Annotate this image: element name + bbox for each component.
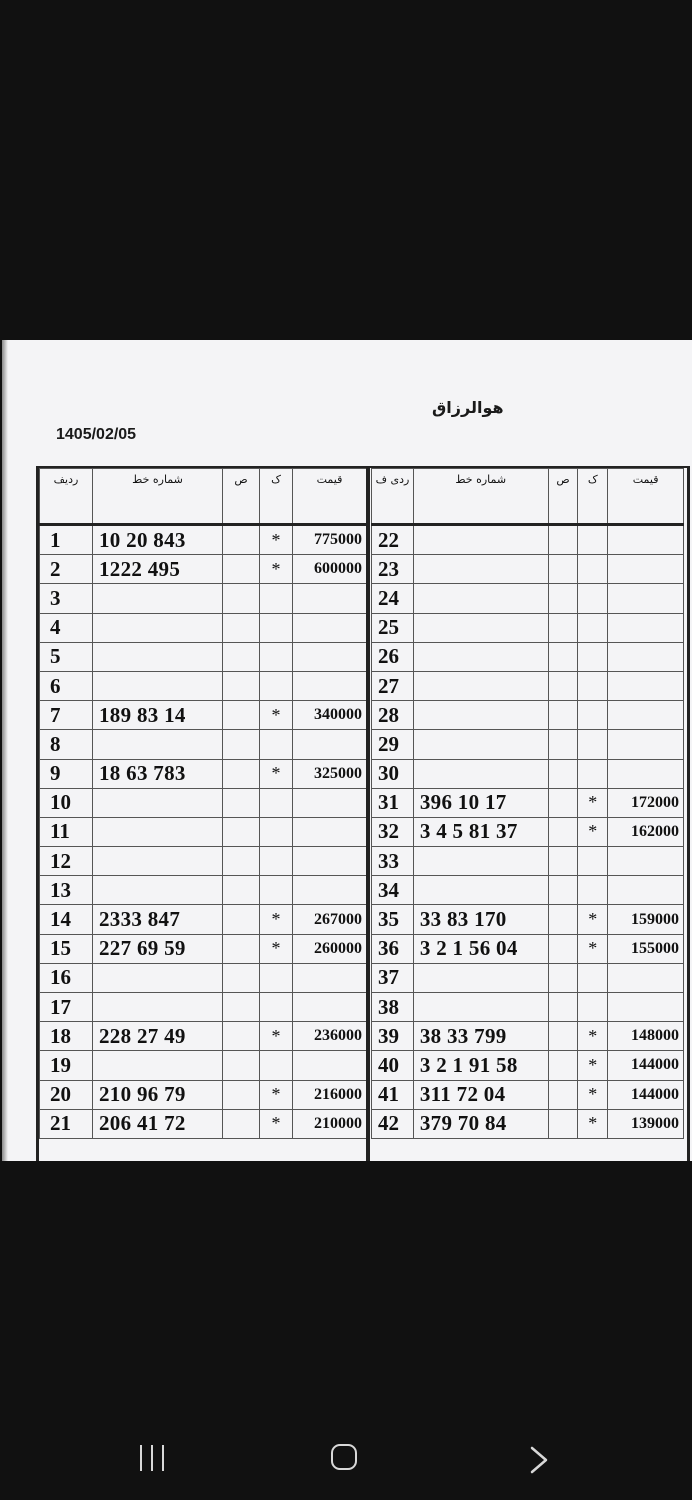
row-number-cell: 38 [372,993,414,1022]
line-number-cell: 396 10 17 [413,788,548,817]
row-number-cell: 40 [372,1051,414,1080]
s-cell [548,847,578,876]
s-cell [223,1080,260,1109]
price-cell: 775000 [293,525,367,555]
table-row [372,759,684,788]
price-cell: 210000 [293,1109,367,1138]
s-cell [548,993,578,1022]
row-number-cell: 37 [372,963,414,992]
line-number-cell: 3 2 1 91 58 [413,1051,548,1080]
price-cell [293,876,367,905]
line-number-cell [413,555,548,584]
line-number-cell [413,701,548,730]
s-cell [223,584,260,613]
k-mark-cell [260,847,293,876]
price-cell: 340000 [293,701,367,730]
col-header-line-number: شماره خط [93,469,223,525]
line-number-cell [93,788,223,817]
s-cell [223,817,260,846]
row-number-cell: 2 [40,555,93,584]
price-cell: 155000 [608,934,684,963]
row-number-cell: 5 [40,642,93,671]
table-row [40,934,367,963]
price-cell [608,555,684,584]
document-date: 1405/02/05 [56,426,137,443]
s-cell [548,555,578,584]
line-number-cell [413,876,548,905]
table-row [372,642,684,671]
row-number-cell: 42 [372,1109,414,1138]
price-cell [608,759,684,788]
table-row [40,671,367,700]
line-number-cell [93,642,223,671]
table-row [372,817,684,846]
table-row [40,963,367,992]
row-number-cell: 6 [40,671,93,700]
price-cell [608,993,684,1022]
row-number-cell: 19 [40,1051,93,1080]
system-navigation-bar [0,1420,692,1500]
k-mark-cell [578,584,608,613]
row-number-cell: 7 [40,701,93,730]
price-cell [608,525,684,555]
table-row [372,1051,684,1080]
left-table [39,468,367,1139]
s-cell [223,525,260,555]
k-mark-cell: * [260,934,293,963]
price-cell [608,671,684,700]
table-row [40,555,367,584]
price-table [36,466,690,1161]
line-number-cell: 10 20 843 [93,525,223,555]
row-number-cell: 41 [372,1080,414,1109]
table-row [372,525,684,555]
col-header-k: ک [578,469,608,525]
k-mark-cell: * [260,1022,293,1051]
price-cell: 144000 [608,1051,684,1080]
row-number-cell: 29 [372,730,414,759]
k-mark-cell [578,876,608,905]
s-cell [548,1022,578,1051]
s-cell [223,613,260,642]
s-cell [548,730,578,759]
k-mark-cell [578,759,608,788]
s-cell [223,788,260,817]
s-cell [223,701,260,730]
k-mark-cell [578,555,608,584]
row-number-cell: 28 [372,701,414,730]
table-row [40,876,367,905]
line-number-cell [93,671,223,700]
k-mark-cell: * [578,1022,608,1051]
s-cell [548,525,578,555]
k-mark-cell [260,584,293,613]
line-number-cell: 38 33 799 [413,1022,548,1051]
s-cell [548,584,578,613]
k-mark-cell: * [260,759,293,788]
table-left-half [39,468,368,1161]
price-cell: 159000 [608,905,684,934]
table-row [372,934,684,963]
row-number-cell: 36 [372,934,414,963]
price-cell: 139000 [608,1109,684,1138]
k-mark-cell [578,963,608,992]
col-header-s: ص [223,469,260,525]
line-number-cell [413,730,548,759]
price-cell [608,876,684,905]
table-row [40,584,367,613]
s-cell [223,1022,260,1051]
k-mark-cell: * [260,701,293,730]
col-header-price: قیمت [293,469,367,525]
k-mark-cell [578,525,608,555]
s-cell [223,963,260,992]
row-number-cell: 17 [40,993,93,1022]
table-row [372,847,684,876]
line-number-cell [93,730,223,759]
table-row [372,701,684,730]
k-mark-cell [260,788,293,817]
table-row [40,759,367,788]
row-number-cell: 26 [372,642,414,671]
line-number-cell [413,993,548,1022]
table-row [40,525,367,555]
k-mark-cell [578,671,608,700]
line-number-cell: 227 69 59 [93,934,223,963]
scanned-document[interactable] [2,340,692,1161]
table-row [372,671,684,700]
row-number-cell: 34 [372,876,414,905]
k-mark-cell [578,642,608,671]
line-number-cell: 3 4 5 81 37 [413,817,548,846]
table-row [372,1022,684,1051]
price-cell: 144000 [608,1080,684,1109]
k-mark-cell: * [260,525,293,555]
price-cell [293,788,367,817]
k-mark-cell [260,993,293,1022]
price-cell: 325000 [293,759,367,788]
s-cell [223,759,260,788]
k-mark-cell [260,817,293,846]
row-number-cell: 1 [40,525,93,555]
row-number-cell: 15 [40,934,93,963]
line-number-cell [93,613,223,642]
row-number-cell: 21 [40,1109,93,1138]
s-cell [548,963,578,992]
k-mark-cell [578,993,608,1022]
table-row [372,993,684,1022]
col-header-radif-wrapped: ردی ف [372,469,414,525]
row-number-cell: 27 [372,671,414,700]
recent-apps-icon[interactable] [138,1445,166,1471]
s-cell [548,788,578,817]
col-header-line-number: شماره خط [413,469,548,525]
line-number-cell: 210 96 79 [93,1080,223,1109]
line-number-cell: 18 63 783 [93,759,223,788]
table-row [40,905,367,934]
price-cell [608,730,684,759]
price-cell: 216000 [293,1080,367,1109]
price-cell: 600000 [293,555,367,584]
k-mark-cell: * [260,555,293,584]
row-number-cell: 20 [40,1080,93,1109]
price-cell: 267000 [293,905,367,934]
line-number-cell: 1222 495 [93,555,223,584]
table-row [40,847,367,876]
s-cell [548,759,578,788]
line-number-cell [413,613,548,642]
price-cell [293,817,367,846]
line-number-cell: 189 83 14 [93,701,223,730]
row-number-cell: 4 [40,613,93,642]
row-number-cell: 25 [372,613,414,642]
page-edge-shadow [2,340,8,1161]
s-cell [223,642,260,671]
line-number-cell: 228 27 49 [93,1022,223,1051]
row-number-cell: 14 [40,905,93,934]
row-number-cell: 8 [40,730,93,759]
k-mark-cell [260,730,293,759]
table-row [372,584,684,613]
k-mark-cell: * [260,1080,293,1109]
s-cell [223,671,260,700]
line-number-cell [93,1051,223,1080]
table-row [40,1109,367,1138]
row-number-cell: 39 [372,1022,414,1051]
row-number-cell: 23 [372,555,414,584]
table-row [372,730,684,759]
s-cell [548,613,578,642]
line-number-cell [413,963,548,992]
price-cell [608,701,684,730]
line-number-cell: 379 70 84 [413,1109,548,1138]
s-cell [223,905,260,934]
k-mark-cell [260,613,293,642]
k-mark-cell: * [578,817,608,846]
row-number-cell: 30 [372,759,414,788]
table-row [372,613,684,642]
s-cell [548,1051,578,1080]
back-icon[interactable] [528,1446,550,1474]
row-number-cell: 22 [372,525,414,555]
s-cell [548,905,578,934]
line-number-cell: 2333 847 [93,905,223,934]
col-header-k: ک [260,469,293,525]
table-row [40,1051,367,1080]
s-cell [548,1109,578,1138]
price-cell [608,613,684,642]
row-number-cell: 11 [40,817,93,846]
line-number-cell [93,847,223,876]
line-number-cell [413,847,548,876]
k-mark-cell: * [578,788,608,817]
col-header-s: ص [548,469,578,525]
row-number-cell: 33 [372,847,414,876]
price-cell [293,847,367,876]
k-mark-cell: * [260,1109,293,1138]
s-cell [223,555,260,584]
table-row [40,1080,367,1109]
table-row [40,613,367,642]
center-divider [366,468,370,1161]
table-row [372,788,684,817]
line-number-cell: 311 72 04 [413,1080,548,1109]
k-mark-cell [578,847,608,876]
price-cell [293,584,367,613]
price-cell [608,642,684,671]
line-number-cell [93,993,223,1022]
home-icon[interactable] [331,1444,357,1470]
k-mark-cell [260,671,293,700]
line-number-cell [93,817,223,846]
table-row [40,1022,367,1051]
s-cell [548,1080,578,1109]
s-cell [223,847,260,876]
price-cell [293,642,367,671]
line-number-cell [413,642,548,671]
line-number-cell [413,671,548,700]
price-cell [293,963,367,992]
s-cell [548,642,578,671]
row-number-cell: 16 [40,963,93,992]
line-number-cell: 33 83 170 [413,905,548,934]
line-number-cell: 3 2 1 56 04 [413,934,548,963]
s-cell [548,876,578,905]
row-number-cell: 10 [40,788,93,817]
price-cell [608,963,684,992]
table-row [372,876,684,905]
col-header-price: قیمت [608,469,684,525]
right-table [371,468,684,1139]
row-number-cell: 32 [372,817,414,846]
s-cell [223,993,260,1022]
k-mark-cell: * [260,905,293,934]
k-mark-cell: * [578,1109,608,1138]
col-header-radif: ردیف [40,469,93,525]
row-number-cell: 12 [40,847,93,876]
row-number-cell: 31 [372,788,414,817]
table-row [372,1109,684,1138]
price-cell [293,671,367,700]
table-row [40,788,367,817]
price-cell: 236000 [293,1022,367,1051]
line-number-cell [93,584,223,613]
price-cell [293,1051,367,1080]
row-number-cell: 35 [372,905,414,934]
row-number-cell: 24 [372,584,414,613]
line-number-cell [413,584,548,613]
price-cell: 260000 [293,934,367,963]
line-number-cell [93,876,223,905]
s-cell [548,701,578,730]
row-number-cell: 3 [40,584,93,613]
price-cell: 148000 [608,1022,684,1051]
line-number-cell: 206 41 72 [93,1109,223,1138]
s-cell [223,1051,260,1080]
price-cell [293,730,367,759]
price-cell: 162000 [608,817,684,846]
s-cell [548,671,578,700]
table-row [40,642,367,671]
s-cell [223,1109,260,1138]
k-mark-cell [578,701,608,730]
row-number-cell: 18 [40,1022,93,1051]
k-mark-cell: * [578,934,608,963]
s-cell [548,817,578,846]
k-mark-cell [260,1051,293,1080]
row-number-cell: 9 [40,759,93,788]
table-row [372,963,684,992]
table-row [372,905,684,934]
price-cell [608,584,684,613]
table-row [40,730,367,759]
table-row [40,701,367,730]
price-cell [293,993,367,1022]
line-number-cell [413,525,548,555]
row-number-cell: 13 [40,876,93,905]
k-mark-cell [260,876,293,905]
line-number-cell [413,759,548,788]
price-cell [608,847,684,876]
table-row [372,555,684,584]
k-mark-cell: * [578,1051,608,1080]
table-right-half [371,468,684,1161]
price-cell: 172000 [608,788,684,817]
k-mark-cell: * [578,905,608,934]
s-cell [223,876,260,905]
k-mark-cell [578,730,608,759]
k-mark-cell [260,642,293,671]
s-cell [223,730,260,759]
line-number-cell [93,963,223,992]
price-cell [293,613,367,642]
document-heading: هوالرزاق [432,398,504,417]
s-cell [223,934,260,963]
k-mark-cell: * [578,1080,608,1109]
table-row [40,817,367,846]
k-mark-cell [260,963,293,992]
table-row [40,993,367,1022]
k-mark-cell [578,613,608,642]
table-row [372,1080,684,1109]
s-cell [548,934,578,963]
